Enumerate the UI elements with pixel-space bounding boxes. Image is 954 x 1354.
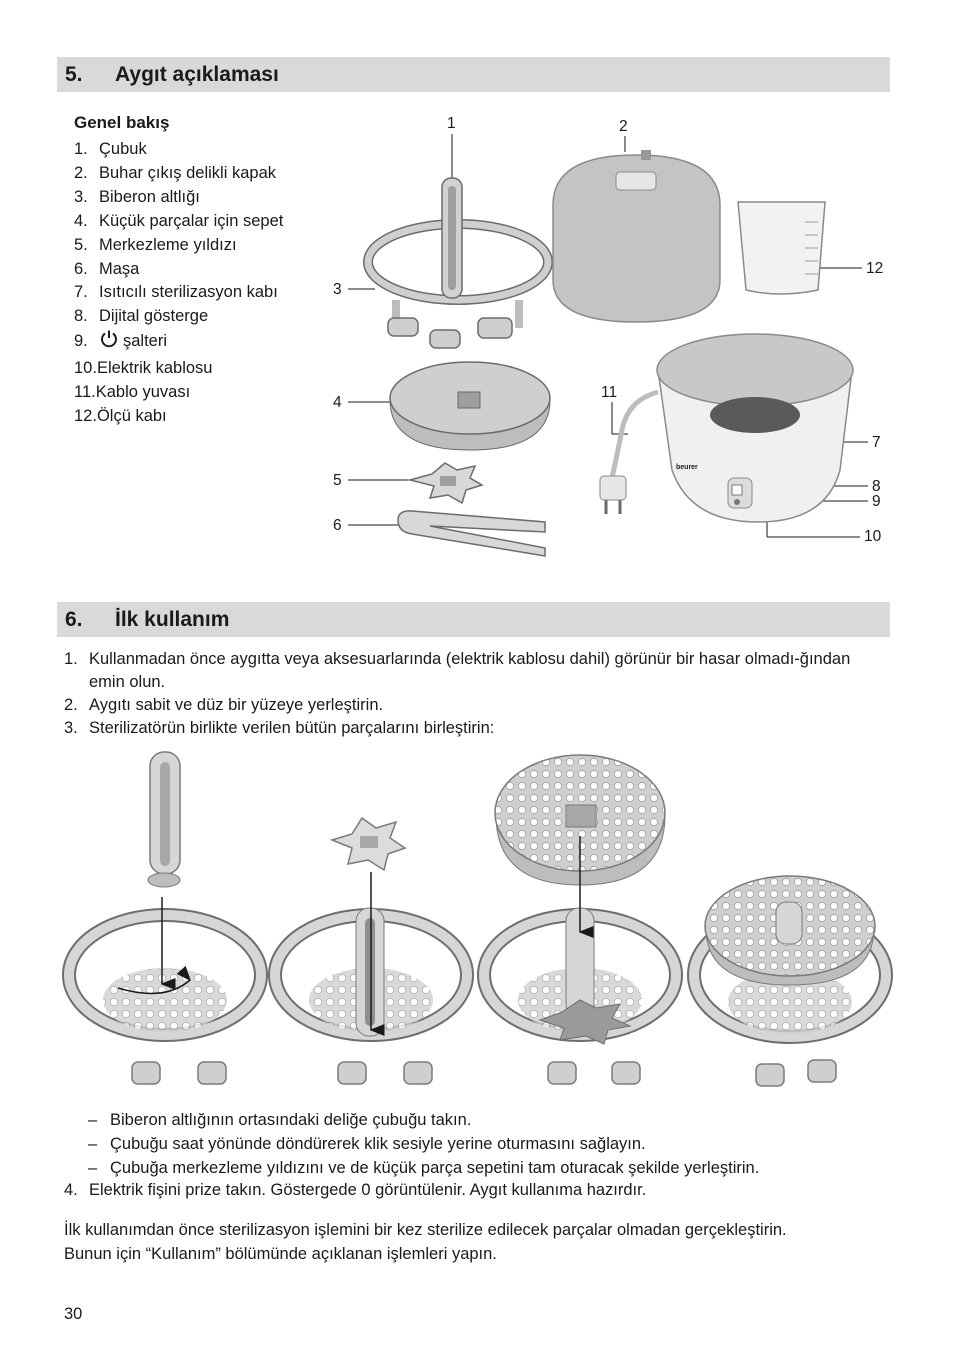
brand-mark: beurer — [676, 464, 698, 471]
list-item: 7. Isıtıcılı sterilizasyon kabı — [74, 283, 278, 302]
callout-label: 4 — [333, 394, 342, 411]
callout-label: 10 — [864, 528, 882, 545]
callout-label: 8 — [872, 478, 881, 495]
list-item: 2. Aygıtı sabit ve düz bir yüzeye yerleştirin. — [64, 696, 384, 714]
list-item: 10.Elektrik kablosu — [74, 359, 213, 378]
assembly-step-3 — [484, 755, 676, 1084]
closing-paragraph: İlk kullanımdan önce sterilizasyon işlemini bir kez sterilize edilecek parçalar olmadan gerçekleştirin. Bunun için “Kullanım” bölümünde açıklanan işlemleri yapın. — [64, 1221, 787, 1263]
assembly-step-1 — [69, 752, 261, 1084]
callout-label: 1 — [447, 115, 456, 132]
callout-label: 5 — [333, 472, 342, 489]
assembly-step-2 — [275, 818, 467, 1084]
callout-label: 12 — [866, 260, 884, 277]
list-item: 11.Kablo yuvası — [74, 383, 191, 402]
section-title: Aygıt açıklaması — [115, 62, 279, 86]
list-item: 4. Küçük parçalar için sepet — [74, 211, 284, 230]
list-item: 3. Biberon altlığı — [74, 187, 200, 206]
callout-label: 3 — [333, 281, 342, 298]
section-number: 5. — [65, 62, 83, 86]
callout-label: 11 — [601, 384, 618, 401]
list-item: 6. Maşa — [74, 259, 140, 278]
list-item: – Çubuğu saat yönünde döndürerek klik sesiyle yerine oturmasını sağlayın. — [88, 1134, 646, 1153]
callout-label: 2 — [619, 118, 628, 135]
callout-label: 9 — [872, 493, 881, 510]
overview-heading: Genel bakış — [74, 113, 170, 132]
list-item: 1. Kullanmadan önce aygıtta veya aksesuarlarında (elektrik kablosu dahil) görünür bir hasar olmadı-ğından emin olun. — [64, 650, 851, 691]
list-item: 5. Merkezleme yıldızı — [74, 235, 237, 254]
assembly-step-4 — [694, 876, 886, 1086]
list-item: 1. Çubuk — [74, 140, 147, 158]
list-item: 9. şalteri — [74, 329, 283, 357]
callout-label: 7 — [872, 434, 881, 451]
list-item: – Çubuğa merkezleme yıldızını ve de küçük parça sepetini tam oturacak şekilde yerleştirin. — [88, 1158, 760, 1177]
page-number: 30 — [64, 1305, 83, 1323]
list-item: 3. Sterilizatörün birlikte verilen bütün parçalarını birleştirin: — [64, 719, 495, 737]
list-item: 8. Dijital gösterge — [74, 307, 209, 326]
step-4: 4. Elektrik fişini prize takın. Göstergede 0 görüntülenir. Aygıt kullanıma hazırdır. — [64, 1181, 647, 1199]
section-number: 6. — [65, 607, 83, 631]
section-title: İlk kullanım — [115, 607, 230, 631]
list-item: 12.Ölçü kabı — [74, 406, 167, 425]
list-item: 2. Buhar çıkış delikli kapak — [74, 163, 276, 182]
assembly-bullets — [88, 1109, 759, 1181]
callout-label: 6 — [333, 517, 342, 534]
list-item: – Biberon altlığının ortasındaki deliğe çubuğu takın. — [88, 1111, 472, 1129]
